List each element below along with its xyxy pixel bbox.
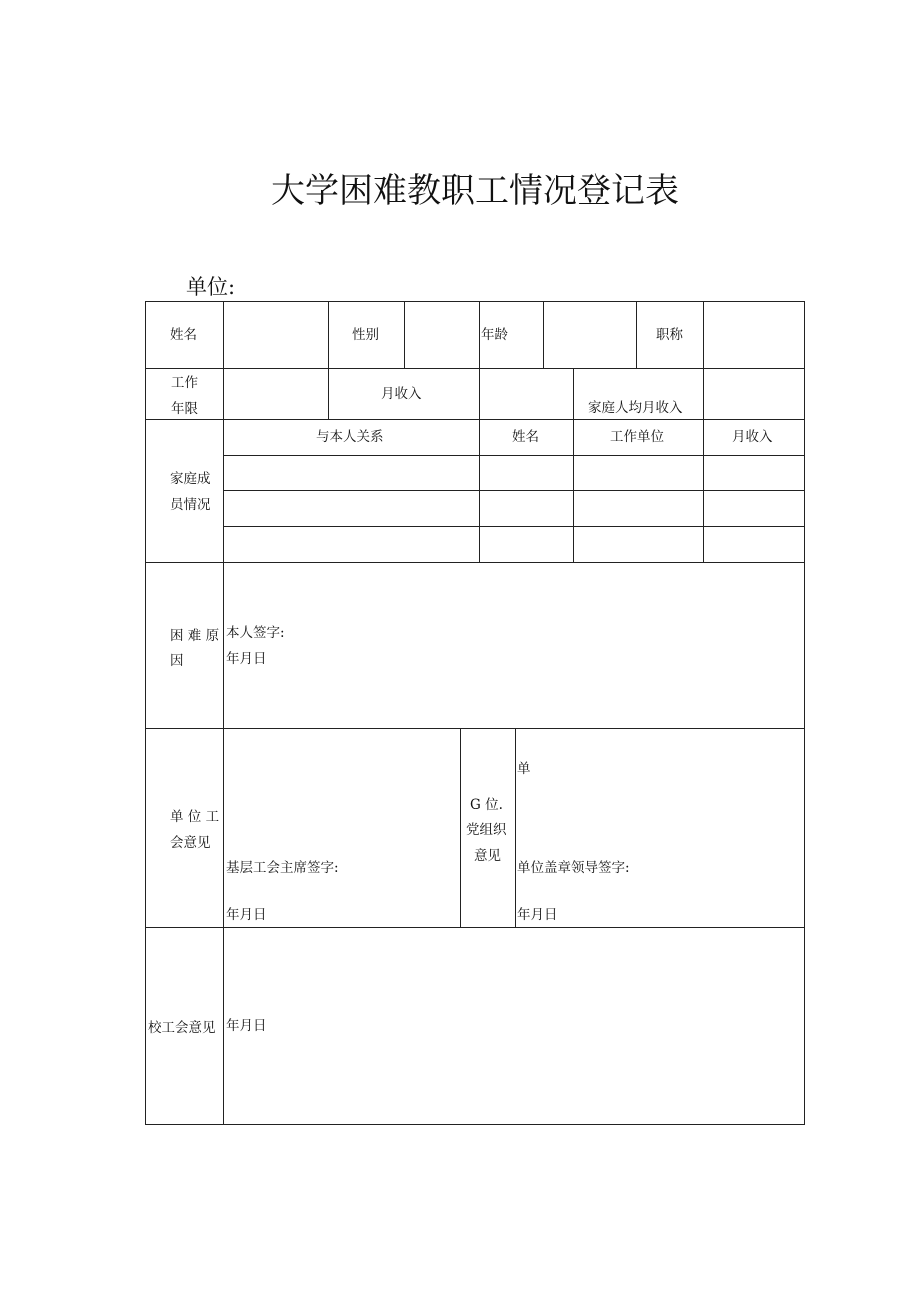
table-border-left: [145, 301, 146, 1125]
difficulty-label-line2: 因: [170, 653, 184, 669]
row2-line-d: [703, 368, 704, 420]
applicant-signature-label: 本人签字:: [226, 625, 285, 641]
party-top-char: 单: [517, 761, 531, 777]
party-opinion-label-line1: G 位.: [470, 797, 503, 813]
row1-line-b: [404, 301, 405, 369]
union-line-a: [460, 728, 461, 928]
work-years-label-line2: 年限: [171, 401, 198, 417]
monthly-income-label: 月收入: [381, 386, 422, 402]
name-label: 姓名: [170, 327, 197, 343]
family-header-relation: 与本人关系: [316, 429, 384, 445]
family-section-label-line1: 家庭成: [170, 471, 211, 487]
difficulty-label-line1: 困 难 原: [170, 628, 220, 644]
row1-line-e: [636, 301, 637, 369]
union-opinion-label-line2: 会意见: [170, 835, 211, 851]
union-opinion-label-line1: 单 位 工: [170, 809, 220, 825]
label-column-line: [223, 301, 224, 1125]
row1-line-c: [479, 301, 480, 369]
family-header-name: 姓名: [512, 429, 539, 445]
row1-bottom-line: [145, 368, 805, 369]
row2-line-c: [573, 368, 574, 420]
table-border-right: [804, 301, 805, 1125]
row1-line-a: [328, 301, 329, 369]
union-bottom-line: [145, 927, 805, 928]
party-opinion-label-line2: 党组织: [466, 822, 507, 838]
row2-line-b: [479, 368, 480, 420]
difficulty-bottom-line: [145, 728, 805, 729]
party-date-label: 年月日: [517, 907, 558, 923]
gender-label: 性别: [352, 327, 379, 343]
family-line-b: [573, 419, 574, 563]
school-union-label: 校工会意见: [148, 1020, 216, 1036]
union-line-b: [515, 728, 516, 928]
family-line-c: [703, 419, 704, 563]
work-years-label-line1: 工作: [171, 375, 198, 391]
row1-line-d: [543, 301, 544, 369]
family-header-income: 月收入: [732, 429, 773, 445]
unit-label: 单位:: [186, 275, 236, 299]
table-border-top: [145, 301, 805, 302]
row1-line-f: [703, 301, 704, 369]
union-chair-signature-label: 基层工会主席签字:: [226, 860, 339, 876]
party-opinion-label-line3: 意见: [474, 848, 501, 864]
row2-line-a: [328, 368, 329, 420]
page-title: 大学困难教职工情况登记表: [271, 171, 679, 211]
family-line-a: [479, 419, 480, 563]
family-row1-line: [224, 490, 805, 491]
union-date-label: 年月日: [226, 907, 267, 923]
family-header-line: [224, 455, 805, 456]
family-row2-line: [224, 526, 805, 527]
difficulty-date-label: 年月日: [226, 651, 267, 667]
age-label: 年龄: [481, 327, 508, 343]
job-title-label: 职称: [656, 327, 683, 343]
leader-signature-label: 单位盖章领导签字:: [517, 860, 630, 876]
row2-bottom-line: [145, 419, 805, 420]
school-union-date-label: 年月日: [226, 1018, 267, 1034]
household-avg-income-label: 家庭人均月收入: [588, 400, 683, 416]
family-section-bottom-line: [145, 562, 805, 563]
table-border-bottom: [145, 1124, 805, 1125]
family-header-workplace: 工作单位: [610, 429, 664, 445]
family-section-label-line2: 员情况: [170, 497, 211, 513]
